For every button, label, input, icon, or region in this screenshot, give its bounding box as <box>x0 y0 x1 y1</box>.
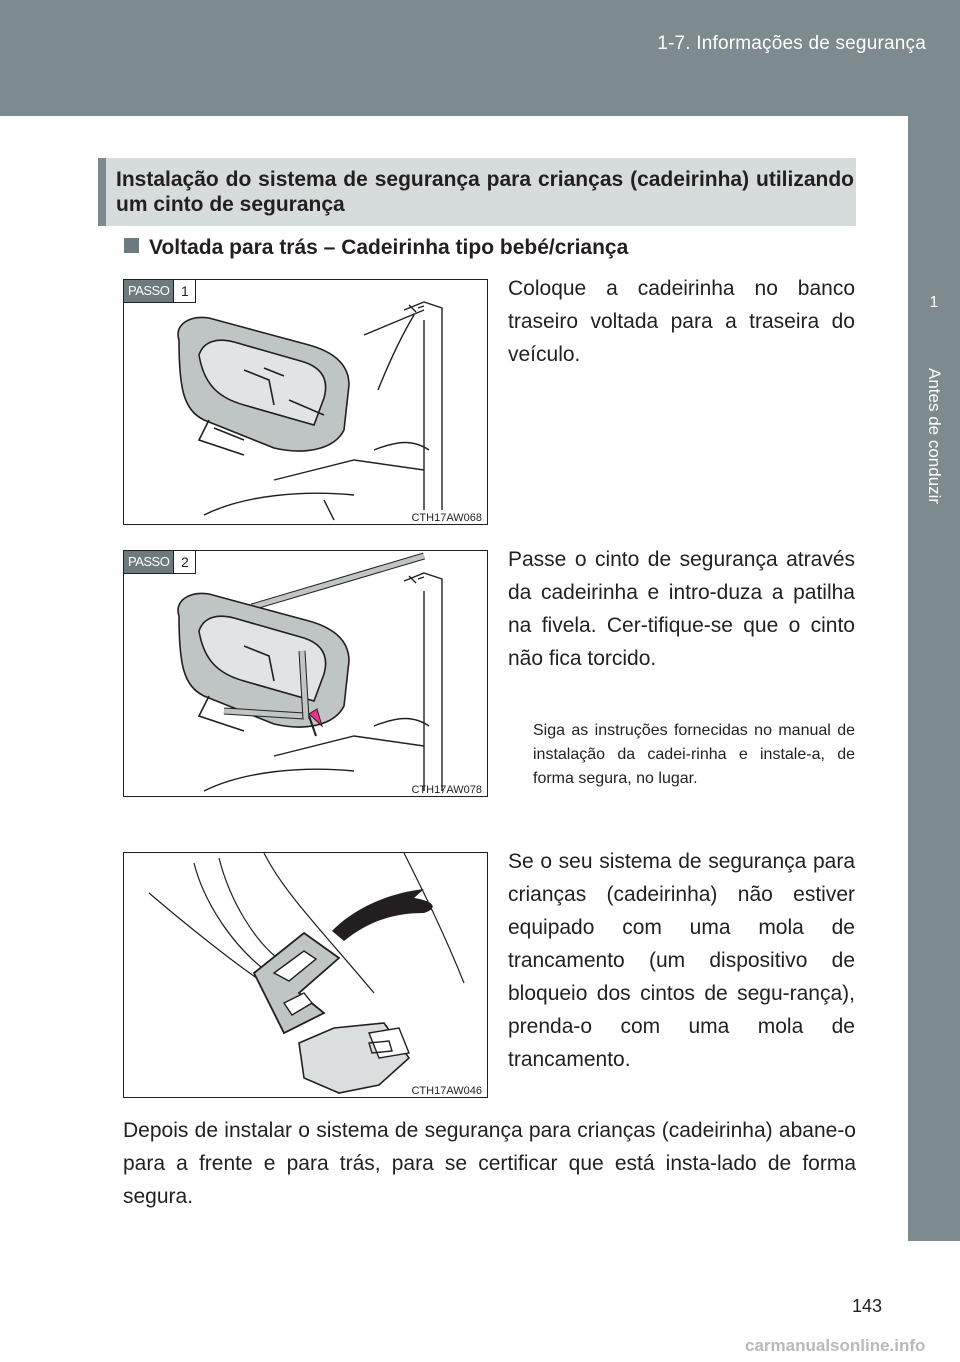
step-1-text: Coloque a cadeirinha no banco traseiro voltada para a traseira do veículo. <box>508 277 855 366</box>
step-2-text: Passe o cinto de segurança através da cadeirinha e intro-duza a patilha na fivela. Cer-tifique-se que o cinto não fica torcido. <box>508 548 855 670</box>
figure-code: CTH17AW078 <box>411 784 482 796</box>
locking-clip-text: Se o seu sistema de segurança para crianças (cadeirinha) não estiver equipado com uma mola de trancamento (um dispositivo de bloqueio dos cintos de segu-rança), prenda-o com uma mola de trancamento. <box>508 850 855 1071</box>
chapter-label: Antes de conduzir <box>925 368 944 505</box>
chapter-label-block <box>908 356 960 1241</box>
watermark: carmanualsonline.info <box>745 1336 926 1355</box>
step-word: PASSO <box>124 551 173 573</box>
subheading <box>124 236 628 260</box>
chapter-number: 1 <box>929 294 939 311</box>
figure-step-2 <box>123 550 488 797</box>
step-2-badge <box>124 551 196 574</box>
step-word: PASSO <box>124 280 173 302</box>
step-1-badge <box>124 280 196 303</box>
figure-step-1 <box>123 279 488 525</box>
locking-clip-illustration <box>124 853 488 1098</box>
step-number: 1 <box>173 280 195 302</box>
pointer-arrow-icon <box>332 889 433 941</box>
child-seat-placement-illustration <box>124 280 488 525</box>
seatbelt-routing-illustration <box>124 551 488 797</box>
side-chapter-tab <box>908 116 960 1241</box>
square-bullet-icon <box>124 238 139 253</box>
step-number: 2 <box>173 551 195 573</box>
step-2-note: Siga as instruções fornecidas no manual de instalação da cadei-rinha e instale-a, de forma segura, no lugar. <box>533 722 855 787</box>
header-band <box>0 0 960 116</box>
closing-paragraph: Depois de instalar o sistema de segurança para crianças (cadeirinha) abane-o para a frente e para trás, para se certificar que está insta-lado de forma segura. <box>123 1119 856 1208</box>
figure-code: CTH17AW068 <box>411 512 482 524</box>
subheading-text: Voltada para trás – Cadeirinha tipo bebé/criança <box>149 236 629 259</box>
figure-locking-clip <box>123 852 488 1098</box>
figure-code: CTH17AW046 <box>411 1085 482 1097</box>
page-number: 143 <box>852 1296 883 1316</box>
section-heading: Instalação do sistema de segurança para crianças (cadeirinha) utilizando um cinto de segurança <box>116 168 854 216</box>
section-heading-box <box>98 158 856 226</box>
section-title: 1-7. Informações de segurança <box>657 33 926 54</box>
chapter-number-block <box>908 116 960 356</box>
